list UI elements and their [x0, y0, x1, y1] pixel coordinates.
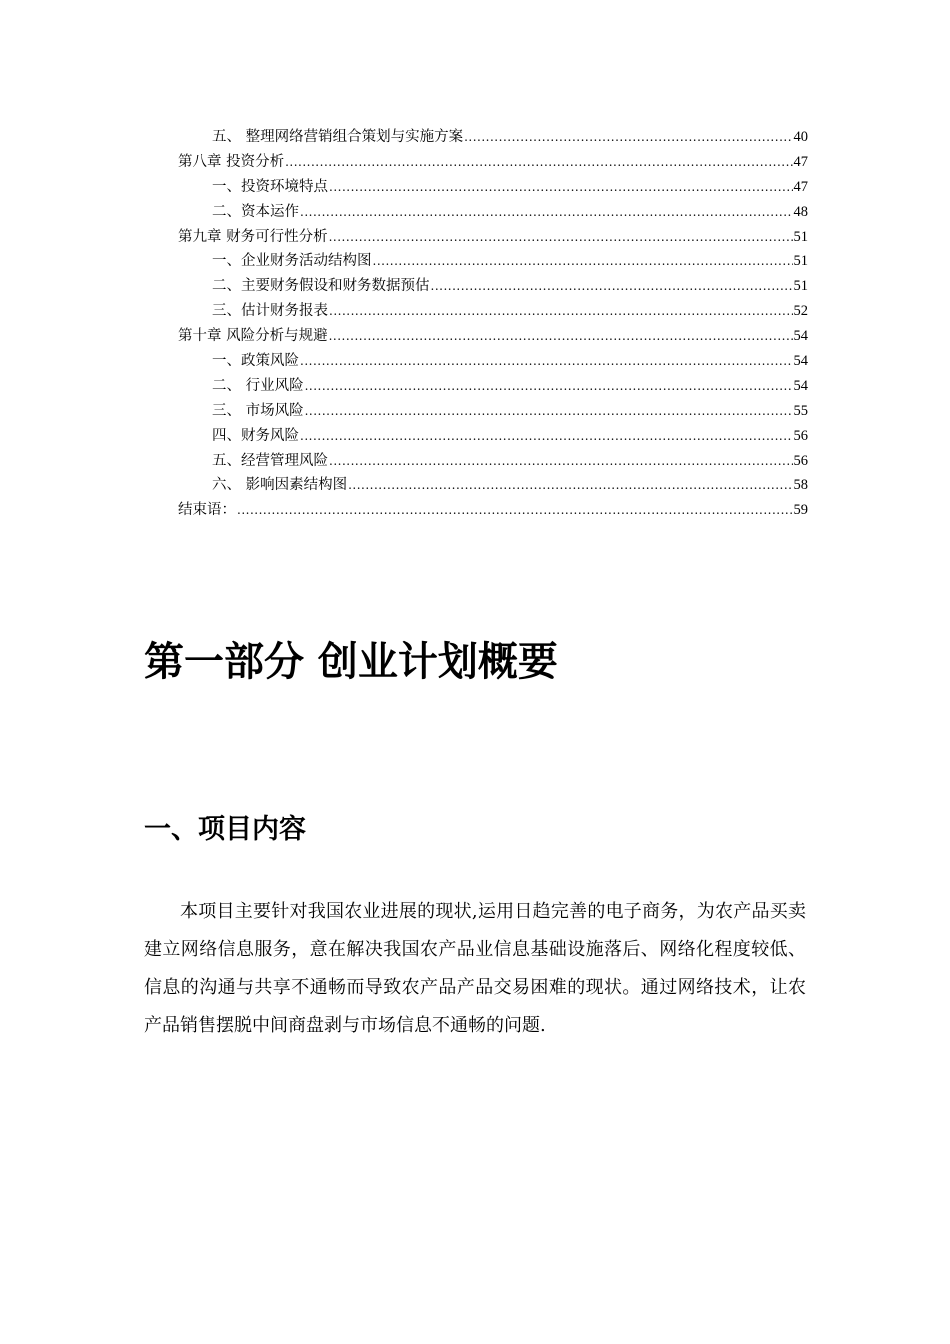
toc-entry-page: 52: [793, 303, 808, 320]
toc-entry-label: 二、资本运作: [212, 203, 299, 220]
section-title: 一、项目内容: [144, 814, 306, 845]
toc-entry-page: 51: [793, 253, 808, 270]
toc-leader-dots: [373, 249, 793, 274]
toc-entry-page: 59: [793, 502, 808, 519]
toc-entry-page: 54: [793, 377, 808, 394]
toc-entry-page: 47: [793, 178, 808, 195]
toc-entry-label: 二、 行业风险: [212, 377, 304, 394]
toc-entry-page: 56: [793, 452, 808, 469]
toc-entry[interactable]: [178, 299, 808, 324]
toc-leader-dots: [329, 324, 793, 349]
table-of-contents: [178, 125, 808, 523]
section-body-paragraph: 本项目主要针对我国农业进展的现状,运用日趋完善的电子商务，为农产品买卖建立网络信息服务，意在解决我国农产品业信息基础设施落后、网络化程度较低、信息的沟通与共享不通畅而导致农产品产品交易困难的现状。通过网络技术，让农产品销售摆脱中间商盘剥与市场信息不通畅的问题.: [144, 901, 806, 1036]
toc-entry-label: 三、 市场风险: [212, 402, 304, 419]
toc-entry[interactable]: [178, 349, 808, 374]
toc-entry-page: 48: [793, 203, 808, 220]
toc-leader-dots: [300, 424, 793, 449]
toc-entry[interactable]: [178, 473, 808, 498]
toc-leader-dots: [464, 125, 792, 150]
toc-leader-dots: [305, 399, 793, 424]
toc-entry-page: 55: [793, 402, 808, 419]
toc-entry-label: 一、企业财务活动结构图: [212, 253, 372, 270]
toc-leader-dots: [329, 449, 793, 474]
toc-entry-label: 第十章 风险分析与规避: [178, 328, 328, 345]
toc-entry[interactable]: [178, 274, 808, 299]
toc-entry[interactable]: [178, 249, 808, 274]
toc-entry[interactable]: [178, 125, 808, 150]
toc-entry-label: 第九章 财务可行性分析: [178, 228, 328, 245]
toc-entry[interactable]: [178, 200, 808, 225]
toc-leader-dots: [329, 225, 793, 250]
part-title: 第一部分 创业计划概要: [144, 639, 558, 685]
toc-entry-label: 六、 影响因素结构图: [212, 477, 348, 494]
toc-entry-page: 54: [793, 353, 808, 370]
toc-leader-dots: [237, 498, 793, 523]
toc-entry-label: 二、主要财务假设和财务数据预估: [212, 278, 430, 295]
toc-entry[interactable]: [178, 449, 808, 474]
toc-entry-page: 56: [793, 427, 808, 444]
toc-leader-dots: [285, 150, 792, 175]
toc-leader-dots: [300, 349, 793, 374]
toc-entry-label: 五、 整理网络营销组合策划与实施方案: [212, 129, 464, 145]
toc-entry-label: 三、估计财务报表: [212, 303, 328, 320]
toc-entry[interactable]: [178, 498, 808, 523]
toc-entry-page: 58: [793, 477, 808, 494]
toc-entry[interactable]: [178, 225, 808, 250]
toc-entry-label: 四、财务风险: [212, 427, 299, 444]
toc-entry[interactable]: [178, 150, 808, 175]
toc-entry-label: 五、经营管理风险: [212, 452, 328, 469]
toc-entry[interactable]: [178, 424, 808, 449]
toc-entry[interactable]: [178, 374, 808, 399]
toc-entry-label: 结束语：: [178, 502, 236, 519]
toc-entry-label: 一、政策风险: [212, 353, 299, 370]
toc-leader-dots: [329, 299, 793, 324]
toc-entry-page: 40: [793, 129, 808, 145]
toc-entry-page: 47: [793, 153, 808, 170]
toc-entry-label: 第八章 投资分析: [178, 153, 285, 170]
toc-entry[interactable]: [178, 324, 808, 349]
toc-entry-label: 一、投资环境特点: [212, 178, 328, 195]
toc-leader-dots: [431, 274, 793, 299]
toc-entry[interactable]: [178, 175, 808, 200]
toc-leader-dots: [300, 200, 793, 225]
toc-entry[interactable]: [178, 399, 808, 424]
toc-entry-page: 51: [793, 278, 808, 295]
toc-leader-dots: [348, 473, 792, 498]
toc-entry-page: 54: [793, 328, 808, 345]
toc-entry-page: 51: [793, 228, 808, 245]
toc-leader-dots: [305, 374, 793, 399]
toc-leader-dots: [329, 175, 793, 200]
